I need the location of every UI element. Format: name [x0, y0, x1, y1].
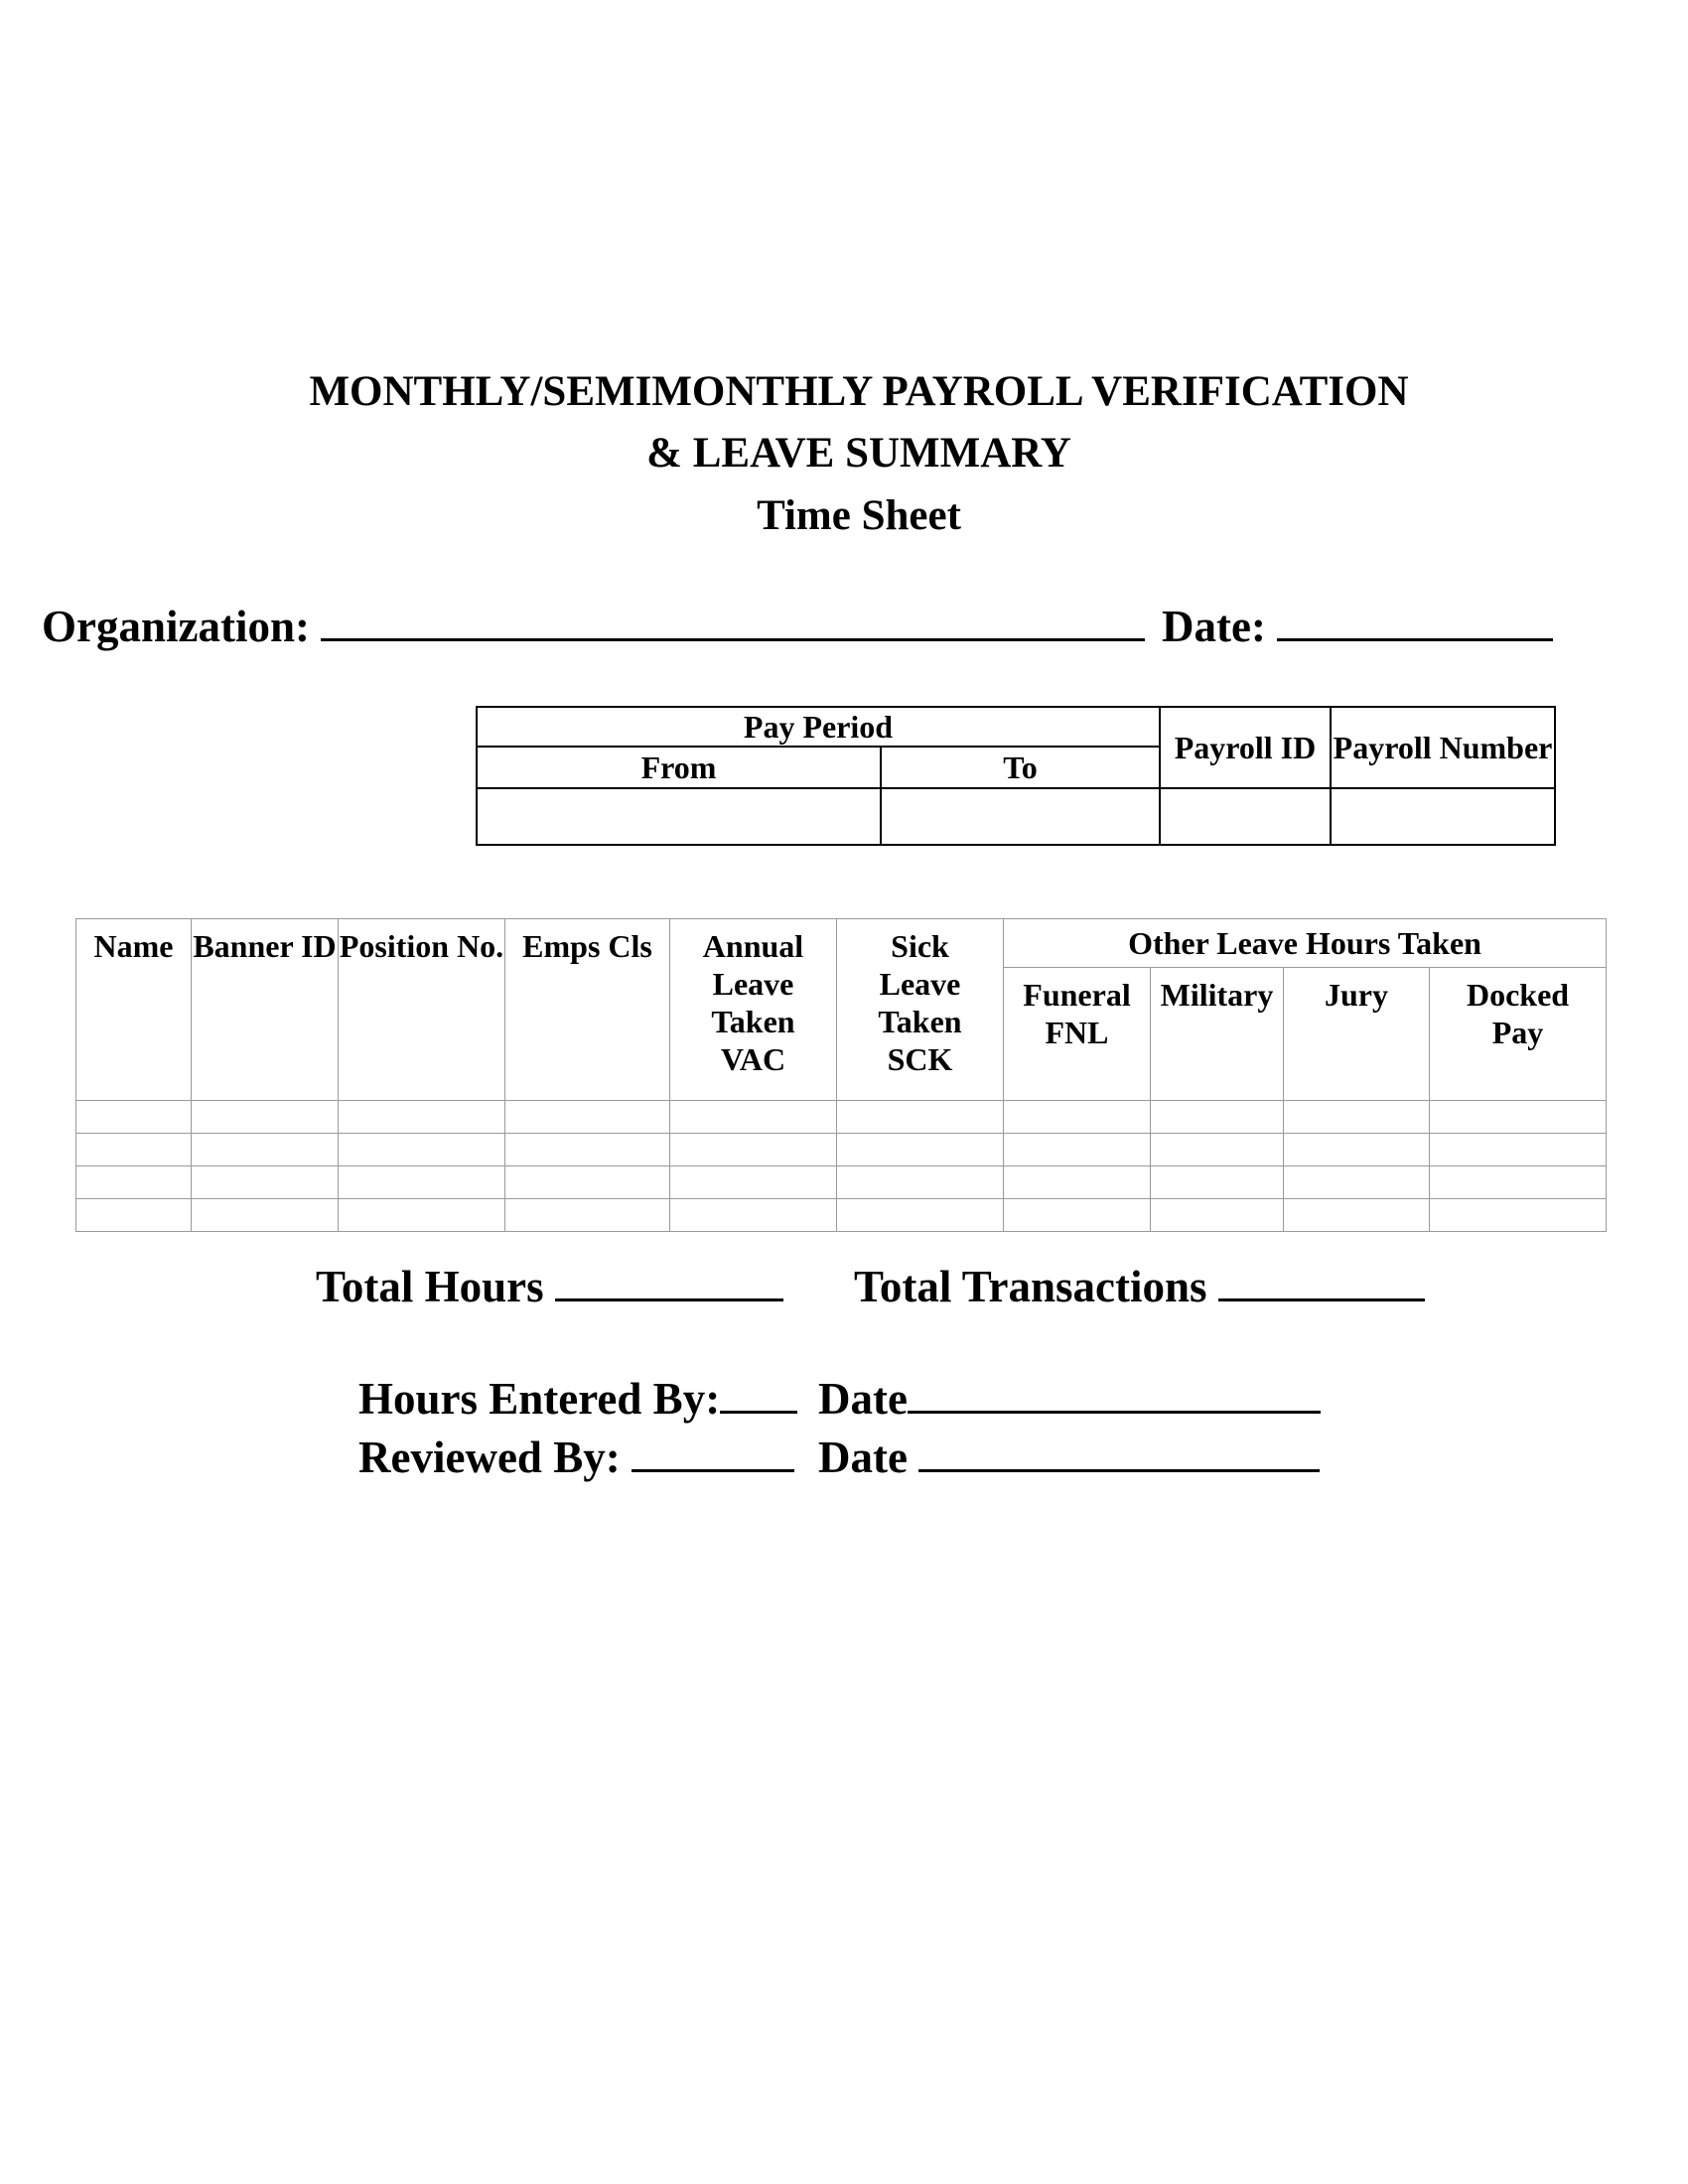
table-cell[interactable] — [837, 1134, 1004, 1166]
organization-field[interactable] — [42, 601, 1145, 652]
table-cell[interactable] — [76, 1199, 192, 1232]
table-cell[interactable] — [1430, 1101, 1607, 1134]
other-leave-group-header: Other Leave Hours Taken — [1004, 919, 1607, 968]
table-cell[interactable] — [837, 1101, 1004, 1134]
table-cell[interactable] — [339, 1166, 505, 1199]
document-title: MONTHLY/SEMIMONTHLY PAYROLL VERIFICATION — [309, 368, 1409, 415]
total-hours-label: Total Hours — [316, 1262, 544, 1311]
to-header: To — [881, 747, 1160, 788]
table-cell[interactable] — [76, 1134, 192, 1166]
table-cell[interactable] — [192, 1134, 339, 1166]
pay-period-table — [476, 706, 1556, 846]
payroll-id-cell[interactable] — [1160, 788, 1331, 845]
table-cell[interactable] — [1284, 1101, 1430, 1134]
document-subtitle: & LEAVE SUMMARY — [646, 430, 1071, 477]
table-cell[interactable] — [76, 1101, 192, 1134]
column-header-military: Military — [1151, 968, 1284, 1101]
table-cell[interactable] — [1004, 1101, 1151, 1134]
reviewed-date-line[interactable] — [918, 1469, 1320, 1472]
table-cell[interactable] — [670, 1166, 837, 1199]
column-header-annual-leave: Annual Leave Taken VAC — [670, 919, 837, 1101]
table-cell[interactable] — [1430, 1166, 1607, 1199]
reviewed-date-label: Date — [818, 1433, 908, 1482]
entered-date-label: Date — [818, 1374, 908, 1424]
date-field[interactable] — [1162, 601, 1553, 652]
column-header-docked-pay: Docked Pay — [1430, 968, 1607, 1101]
entered-date-field[interactable] — [818, 1373, 1321, 1425]
column-header-jury: Jury — [1284, 968, 1430, 1101]
column-header-banner-id: Banner ID — [192, 919, 339, 1101]
total-transactions-field[interactable] — [854, 1261, 1425, 1312]
table-cell[interactable] — [1004, 1166, 1151, 1199]
table-cell[interactable] — [1430, 1134, 1607, 1166]
table-cell[interactable] — [1151, 1166, 1284, 1199]
reviewed-by-field[interactable] — [358, 1432, 794, 1483]
table-row — [76, 1101, 1607, 1134]
table-cell[interactable] — [505, 1101, 670, 1134]
hours-entered-by-line[interactable] — [720, 1411, 797, 1414]
document-heading: Time Sheet — [757, 492, 961, 539]
reviewed-by-label: Reviewed By: — [358, 1433, 621, 1482]
table-cell[interactable] — [670, 1134, 837, 1166]
organization-input-line[interactable] — [321, 638, 1145, 641]
table-cell[interactable] — [1284, 1166, 1430, 1199]
table-cell[interactable] — [1284, 1199, 1430, 1232]
from-header: From — [477, 747, 881, 788]
payroll-number-header: Payroll Number — [1331, 707, 1555, 788]
from-cell[interactable] — [477, 788, 881, 845]
table-cell[interactable] — [1151, 1101, 1284, 1134]
table-cell[interactable] — [505, 1199, 670, 1232]
total-transactions-line[interactable] — [1218, 1298, 1425, 1301]
entered-date-line[interactable] — [908, 1411, 1321, 1414]
reviewed-by-line[interactable] — [632, 1469, 794, 1472]
column-header-sick-leave: Sick Leave Taken SCK — [837, 919, 1004, 1101]
organization-label: Organization: — [42, 602, 310, 651]
column-header-position-no: Position No. — [339, 919, 505, 1101]
total-transactions-label: Total Transactions — [854, 1262, 1207, 1311]
table-cell[interactable] — [1284, 1134, 1430, 1166]
pay-period-header: Pay Period — [477, 707, 1160, 747]
table-cell[interactable] — [192, 1199, 339, 1232]
table-cell[interactable] — [837, 1199, 1004, 1232]
payroll-number-cell[interactable] — [1331, 788, 1555, 845]
table-cell[interactable] — [1151, 1199, 1284, 1232]
table-row — [76, 1166, 1607, 1199]
total-hours-field[interactable] — [316, 1261, 783, 1312]
table-cell[interactable] — [670, 1199, 837, 1232]
table-cell[interactable] — [505, 1166, 670, 1199]
table-cell[interactable] — [76, 1166, 192, 1199]
table-cell[interactable] — [1430, 1199, 1607, 1232]
column-header-funeral: Funeral FNL — [1004, 968, 1151, 1101]
table-cell[interactable] — [837, 1166, 1004, 1199]
date-input-line[interactable] — [1277, 638, 1553, 641]
table-cell[interactable] — [1004, 1199, 1151, 1232]
date-label: Date: — [1162, 602, 1266, 651]
hours-entered-by-label: Hours Entered By: — [358, 1374, 721, 1424]
table-cell[interactable] — [192, 1166, 339, 1199]
leave-table — [75, 918, 1607, 1232]
payroll-id-header: Payroll ID — [1160, 707, 1331, 788]
table-row — [76, 1199, 1607, 1232]
to-cell[interactable] — [881, 788, 1160, 845]
table-cell[interactable] — [339, 1101, 505, 1134]
table-cell[interactable] — [505, 1134, 670, 1166]
table-cell[interactable] — [192, 1101, 339, 1134]
hours-entered-by-field[interactable] — [358, 1373, 797, 1425]
table-cell[interactable] — [1004, 1134, 1151, 1166]
column-header-emps-cls: Emps Cls — [505, 919, 670, 1101]
table-cell[interactable] — [339, 1199, 505, 1232]
total-hours-line[interactable] — [555, 1298, 783, 1301]
reviewed-date-field[interactable] — [818, 1432, 1320, 1483]
column-header-name: Name — [76, 919, 192, 1101]
table-cell[interactable] — [670, 1101, 837, 1134]
table-cell[interactable] — [339, 1134, 505, 1166]
table-cell[interactable] — [1151, 1134, 1284, 1166]
table-row — [76, 1134, 1607, 1166]
